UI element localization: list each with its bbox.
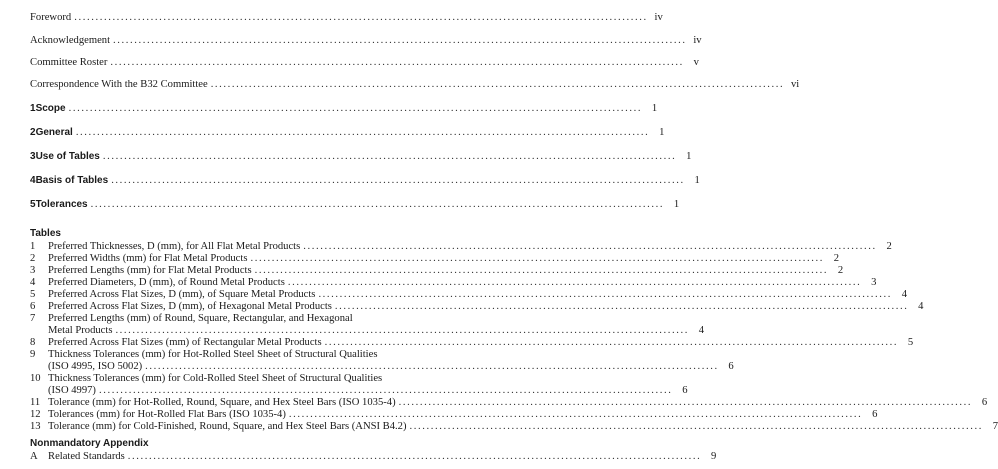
table-title: Thickness Tolerances (mm) for Hot-Rolled Steel Sheet of Structural Qualities <box>48 349 378 360</box>
section-title: Scope <box>35 103 66 114</box>
table-title: Thickness Tolerances (mm) for Cold-Rolled Steel Sheet of Structural Qualities <box>48 373 383 384</box>
toc-section-scope[interactable] <box>30 102 658 116</box>
leader-dots: ....................................................................................................................................... <box>318 289 892 300</box>
section-title: Basis of Tables <box>35 175 109 186</box>
leader-dots: ....................................................................................................................................... <box>113 35 687 46</box>
toc-entry-foreword[interactable] <box>30 11 663 25</box>
toc-page-number: 9 <box>711 451 717 462</box>
leader-dots: ....................................................................................................................................... <box>127 451 702 462</box>
leader-dots: ....................................................................................................................................... <box>75 127 650 138</box>
toc-page-number: 6 <box>682 385 688 396</box>
toc-page-number: 6 <box>981 397 988 408</box>
table-number: 8 <box>30 337 36 348</box>
leader-dots: ....................................................................................................................................... <box>334 301 909 312</box>
leader-dots: ....................................................................................................................................... <box>398 397 973 408</box>
toc-page-number: 4 <box>918 301 924 312</box>
leader-dots: ....................................................................................................................................... <box>210 79 785 90</box>
section-number: 1 <box>30 103 36 114</box>
leader-dots: ....................................................................................................................................... <box>90 199 665 210</box>
toc-page-number: 1 <box>686 151 692 162</box>
table-title: Preferred Diameters, D (mm), of Round Metal Products <box>48 277 285 288</box>
table-title: Preferred Lengths (mm) of Round, Square, Rectangular, and Hexagonal <box>48 313 353 324</box>
table-title: Preferred Across Flat Sizes, D (mm), of Hexagonal Metal Products <box>48 301 332 312</box>
toc-page-number: 6 <box>872 409 878 420</box>
toc-page-number: 2 <box>833 253 839 264</box>
table-number: 2 <box>30 253 36 264</box>
toc-page-number: 1 <box>659 127 665 138</box>
table-title: Preferred Across Flat Sizes, D (mm), of Square Metal Products <box>48 289 316 300</box>
table-title-continued: Metal Products <box>48 325 113 336</box>
toc-entry-correspondence[interactable] <box>30 78 800 92</box>
toc-page-number: 4 <box>698 325 704 336</box>
toc-entry-acknowledgement[interactable] <box>30 34 702 48</box>
toc-page-number: 1 <box>651 103 658 114</box>
table-number: 6 <box>30 301 36 312</box>
toc-page-number: iv <box>693 35 702 46</box>
table-number: 4 <box>30 277 36 288</box>
section-number: 4 <box>30 175 36 186</box>
section-number: 5 <box>30 199 36 210</box>
toc-section-use-of-tables[interactable] <box>30 150 692 164</box>
table-number: 3 <box>30 265 36 276</box>
toc-page-number: 6 <box>728 361 734 372</box>
table-title: Tolerance (mm) for Hot-Rolled, Round, Square, and Hex Steel Bars (ISO 1035-4) <box>48 397 396 408</box>
appendix-letter: A <box>30 451 38 462</box>
leader-dots: ....................................................................................................................................... <box>287 277 862 288</box>
leader-dots: ....................................................................................................................................... <box>145 361 719 372</box>
appendix-title: Related Standards <box>48 451 125 462</box>
toc-page-number: 7 <box>992 421 998 432</box>
table-title: Preferred Thicknesses, D (mm), for All Flat Metal Products <box>48 241 301 252</box>
toc-page-number: v <box>693 57 699 68</box>
leader-dots: ....................................................................................................................................... <box>288 409 863 420</box>
section-title: Tolerances <box>35 199 88 210</box>
leader-dots: ....................................................................................................................................... <box>74 12 648 23</box>
table-title: Tolerances (mm) for Hot-Rolled Flat Bars (ISO 1035-4) <box>48 409 286 420</box>
leader-dots: ....................................................................................................................................... <box>110 57 684 68</box>
table-title: Preferred Widths (mm) for Flat Metal Products <box>48 253 248 264</box>
toc-page-number: vi <box>790 79 800 90</box>
toc-page-number: 2 <box>837 265 844 276</box>
leader-dots: ....................................................................................................................................... <box>250 253 824 264</box>
section-number: 2 <box>30 127 36 138</box>
table-number: 11 <box>30 397 41 408</box>
leader-dots: ....................................................................................................................................... <box>303 241 877 252</box>
toc-page-number: 1 <box>673 199 680 210</box>
toc-page-number: 4 <box>901 289 907 300</box>
leader-dots: ....................................................................................................................................... <box>111 175 685 186</box>
leader-dots: ....................................................................................................................................... <box>324 337 899 348</box>
section-title: Use of Tables <box>35 151 100 162</box>
table-number: 13 <box>30 421 41 432</box>
leader-dots: ....................................................................................................................................... <box>98 385 673 396</box>
table-title: Preferred Across Flat Sizes (mm) of Rectangular Metal Products <box>48 337 322 348</box>
toc-section-general[interactable] <box>30 126 665 140</box>
table-title: Preferred Lengths (mm) for Flat Metal Products <box>48 265 252 276</box>
toc-page-number: iv <box>654 12 663 23</box>
toc-entry-title: Foreword <box>30 12 72 23</box>
toc-section-tolerances[interactable] <box>30 198 680 212</box>
table-number: 1 <box>30 241 36 252</box>
toc-appendix-a[interactable] <box>30 450 717 464</box>
table-title-continued: (ISO 4995, ISO 5002) <box>48 361 143 372</box>
tables-heading: Tables <box>30 228 61 239</box>
leader-dots: ....................................................................................................................................... <box>102 151 677 162</box>
appendix-heading: Nonmandatory Appendix <box>30 438 149 449</box>
table-number: 9 <box>30 349 36 360</box>
toc-entry-title: Correspondence With the B32 Committee <box>30 79 208 90</box>
table-number: 5 <box>30 289 36 300</box>
toc-page-number: 3 <box>871 277 877 288</box>
leader-dots: ....................................................................................................................................... <box>409 421 984 432</box>
toc-table-13[interactable] <box>30 420 998 434</box>
toc-page-number: 2 <box>886 241 892 252</box>
leader-dots: ....................................................................................................................................... <box>115 325 689 336</box>
toc-entry-committee-roster[interactable] <box>30 56 699 70</box>
table-number: 10 <box>30 373 41 384</box>
section-title: General <box>35 127 73 138</box>
toc-entry-title: Committee Roster <box>30 57 108 68</box>
toc-section-basis-of-tables[interactable] <box>30 174 700 188</box>
toc-page-number: 1 <box>694 175 700 186</box>
section-number: 3 <box>30 151 36 162</box>
toc-entry-title: Acknowledgement <box>30 35 111 46</box>
leader-dots: ....................................................................................................................................... <box>254 265 829 276</box>
table-number: 7 <box>30 313 36 324</box>
table-number: 12 <box>30 409 41 420</box>
toc-page-number: 5 <box>907 337 914 348</box>
leader-dots: ....................................................................................................................................... <box>68 103 643 114</box>
table-title-continued: (ISO 4997) <box>48 385 96 396</box>
table-title: Tolerance (mm) for Cold-Finished, Round, Square, and Hex Steel Bars (ANSI B4.2) <box>48 421 407 432</box>
